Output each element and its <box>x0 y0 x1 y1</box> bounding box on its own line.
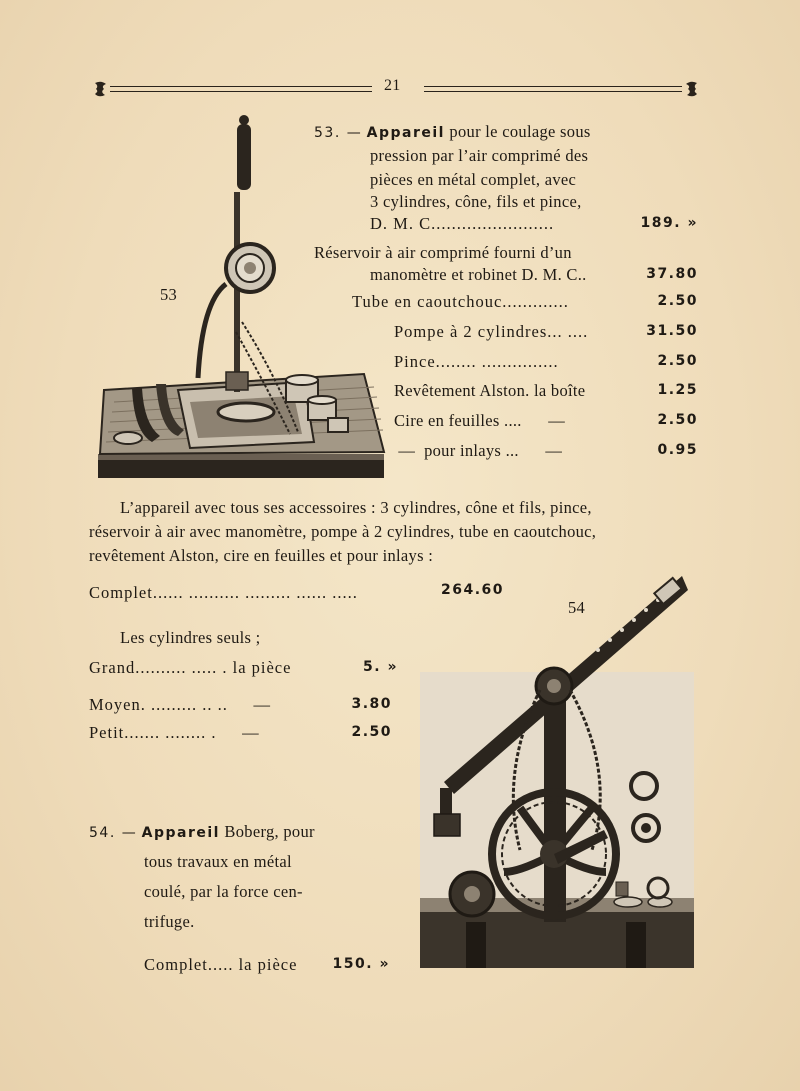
casting-apparatus-illustration <box>94 112 390 484</box>
complete-set-price: 264.60 <box>440 582 504 598</box>
accessory-pince-price: 2.50 <box>657 353 698 369</box>
figure-53-label: 53 <box>160 285 178 304</box>
accessory-inlays-price: 0.95 <box>657 442 698 458</box>
header-rule-right <box>424 86 682 92</box>
item-54-number: 54. — <box>89 825 138 841</box>
item-54-keyword: Appareil <box>141 825 220 841</box>
accessory-reservoir-line1: Réservoir à air comprimé fourni d’un <box>314 243 572 262</box>
item-54-line1 <box>89 822 315 842</box>
ornament-left-icon <box>92 80 110 98</box>
accessory-cire: Cire en feuilles .... — <box>394 411 566 430</box>
item-53-desc-3: pièces en métal complet, avec <box>370 170 577 189</box>
item-53-price: 189. » <box>640 215 698 231</box>
item-53-desc-1: pour le coulage sous <box>449 122 591 141</box>
figure-54-label: 54 <box>568 598 586 617</box>
item-54-complete-label: Complet..... la pièce <box>144 955 298 974</box>
complete-set-line2: réservoir à air avec manomètre, pompe à 2 cylindres, tube en caoutchouc, <box>89 522 597 541</box>
ornament-right-icon <box>682 80 700 98</box>
cylinder-moyen: Moyen. ......... .. .. — <box>89 695 271 714</box>
cylinders-title: Les cylindres seuls ; <box>120 628 261 647</box>
accessory-tube: Tube en caoutchouc............. <box>352 292 569 311</box>
item-53-number: 53. — <box>314 125 363 141</box>
accessory-pump: Pompe à 2 cylindres... .... <box>394 322 589 341</box>
complete-set-label: Complet...... .......... ......... ...... ..... <box>89 583 358 602</box>
item-53-desc-4: 3 cylindres, cône, fils et pince, <box>370 192 582 211</box>
item-54-desc-3: coulé, par la force cen- <box>144 882 303 901</box>
accessory-tube-price: 2.50 <box>657 293 698 309</box>
item-53-desc-5: D. M. C........................ <box>370 214 555 233</box>
item-54-desc-2: tous travaux en métal <box>144 852 292 871</box>
accessory-reservoir-price: 37.80 <box>646 266 698 282</box>
cylinder-petit: Petit....... ........ . — <box>89 723 260 742</box>
accessory-alston: Revêtement Alston. la boîte <box>394 381 586 400</box>
item-53-line1 <box>314 122 591 142</box>
item-54-desc-1: Boberg, pour <box>224 822 315 841</box>
accessory-alston-price: 1.25 <box>657 382 698 398</box>
accessory-cire-price: 2.50 <box>657 412 698 428</box>
cylinder-petit-price: 2.50 <box>351 724 392 740</box>
accessory-reservoir-line2: manomètre et robinet D. M. C.. <box>370 265 587 284</box>
item-53-keyword: Appareil <box>366 125 445 141</box>
complete-set-line3: revêtement Alston, cire en feuilles et pour inlays : <box>89 546 434 565</box>
accessory-pump-price: 31.50 <box>646 323 698 339</box>
header-rule-left <box>110 86 372 92</box>
accessory-pince: Pince........ ............... <box>394 352 559 371</box>
cylinder-grand: Grand.......... ..... . la pièce <box>89 658 292 677</box>
accessory-inlays: — pour inlays ... — <box>394 441 563 460</box>
page-number: 21 <box>384 77 401 94</box>
item-53-desc-2: pression par l’air comprimé des <box>370 146 589 165</box>
item-54-desc-4: trifuge. <box>144 912 195 931</box>
complete-set-line1: L’appareil avec tous ses accessoires : 3 cylindres, cône et fils, pince, <box>120 498 592 517</box>
cylinder-grand-price: 5. » <box>363 659 398 675</box>
item-54-price: 150. » <box>332 956 390 972</box>
centrifuge-apparatus-illustration <box>420 572 694 968</box>
cylinder-moyen-price: 3.80 <box>351 696 392 712</box>
